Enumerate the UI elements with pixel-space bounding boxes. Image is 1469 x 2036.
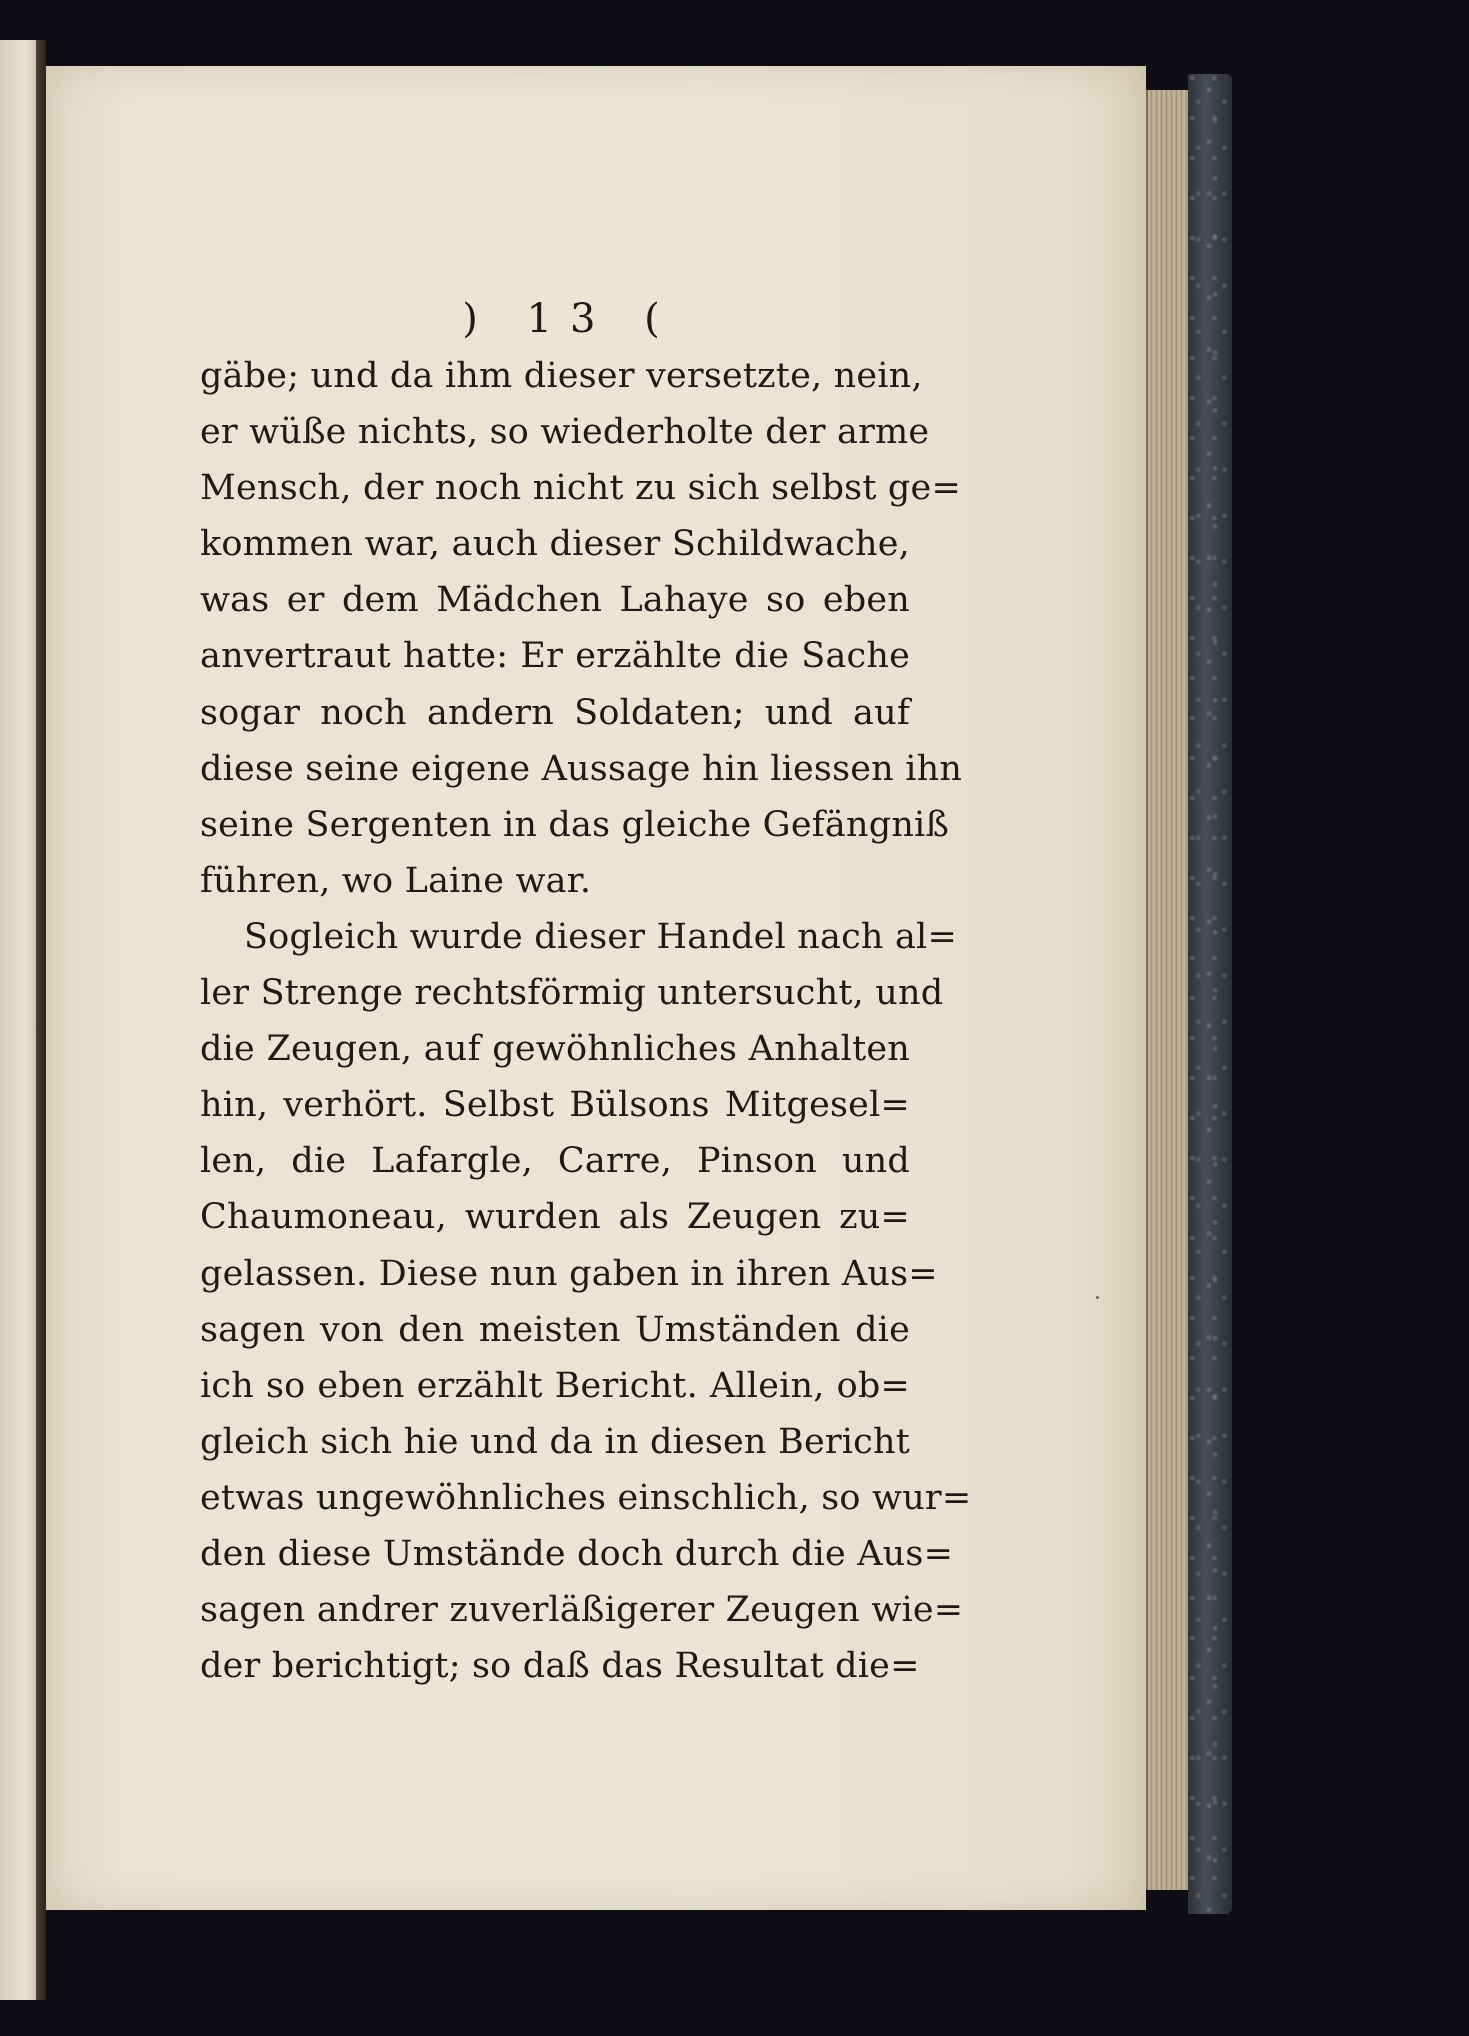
- page-number: ) 13 (: [462, 296, 678, 342]
- text-line: len, die Lafargle, Carre, Pinson und: [200, 1141, 910, 1182]
- text-line: Sogleich wurde dieser Handel nach al=: [244, 916, 957, 957]
- ink-speck: [36, 1026, 39, 1029]
- text-line: ich so eben erzählt Bericht. Allein, ob=: [200, 1365, 910, 1406]
- text-line: was er dem Mädchen Lahaye so eben: [200, 580, 910, 621]
- text-line: anvertraut hatte: Er erzählte die Sache: [200, 636, 910, 677]
- text-line: sogar noch andern Soldaten; und auf: [200, 692, 910, 733]
- ink-speck: [38, 246, 41, 249]
- text-line: etwas ungewöhnliches einschlich, so wur=: [200, 1477, 972, 1518]
- text-line: er wüße nichts, so wiederholte der arme: [200, 412, 930, 453]
- text-line: Mensch, der noch nicht zu sich selbst ge=: [200, 468, 961, 509]
- text-line: sagen von den meisten Umständen die: [200, 1309, 910, 1350]
- text-line: sagen andrer zuverläßigerer Zeugen wie=: [200, 1590, 964, 1631]
- text-line: hin, verhört. Selbst Bülsons Mitgesel=: [200, 1085, 910, 1126]
- text-line: ler Strenge rechtsförmig untersucht, und: [200, 973, 944, 1014]
- text-line: gäbe; und da ihm dieser versetzte, nein,: [200, 356, 923, 396]
- text-line: gelassen. Diese nun gaben in ihren Aus=: [200, 1253, 938, 1294]
- ink-speck: [40, 486, 43, 489]
- book-gutter: [36, 40, 46, 2000]
- page-edges: [1146, 90, 1190, 1890]
- book-cover: [1188, 74, 1232, 1914]
- text-line: Chaumoneau, wurden als Zeugen zu=: [200, 1197, 910, 1238]
- text-line: diese seine eigene Aussage hin liessen ihn: [200, 748, 963, 789]
- text-line: der berichtigt; so daß das Resultat die=: [200, 1646, 920, 1687]
- text-line: kommen war, auch dieser Schildwache,: [200, 524, 910, 565]
- cover-texture: [1188, 74, 1232, 1914]
- ink-speck: [1096, 1296, 1099, 1299]
- text-line: die Zeugen, auf gewöhnliches Anhalten: [200, 1029, 910, 1070]
- text-line: den diese Umstände doch durch die Aus=: [200, 1533, 954, 1574]
- text-line: führen, wo Laine war.: [200, 860, 592, 901]
- text-line: seine Sergenten in das gleiche Gefängniß: [200, 804, 950, 845]
- text-block: [200, 292, 972, 1694]
- text-line: gleich sich hie und da in diesen Bericht: [200, 1421, 910, 1462]
- left-page-edge: [0, 40, 38, 2000]
